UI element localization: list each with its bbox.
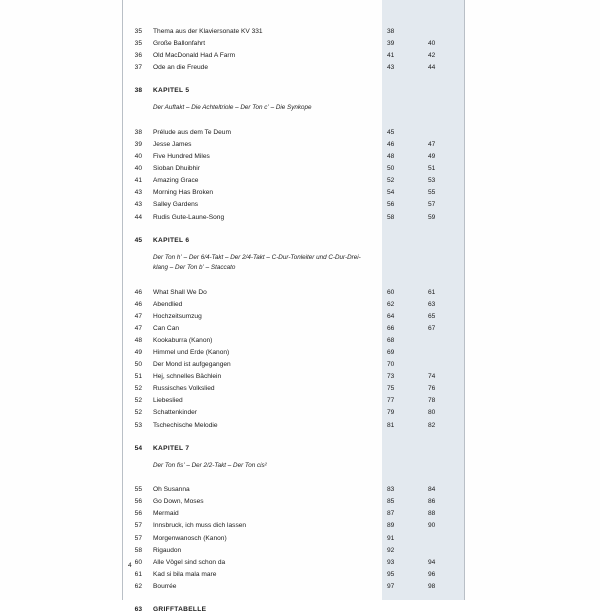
toc-chapter-row (122, 235, 464, 247)
chapter-title: KAPITEL 7 (153, 444, 190, 452)
entry-track-number-1: 81 (387, 421, 395, 429)
entry-track-number-2: 67 (428, 324, 436, 332)
entry-track-number-2: 47 (428, 140, 436, 148)
entry-track-number-2: 65 (428, 312, 436, 320)
entry-title: What Shall We Do (153, 288, 207, 296)
entry-page-number: 40 (134, 153, 142, 161)
entry-track-number-2: 59 (428, 213, 436, 221)
toc-entry-row (122, 359, 464, 371)
entry-track-number-2: 84 (428, 486, 436, 494)
entry-page-number: 36 (134, 52, 142, 60)
entry-track-number-1: 56 (387, 201, 395, 209)
entry-track-number-1: 54 (387, 189, 395, 197)
entry-title: Jesse James (153, 140, 192, 148)
entry-track-number-2: 44 (428, 64, 436, 72)
entry-track-number-2: 88 (428, 510, 436, 518)
entry-title: Ode an die Freude (153, 64, 208, 72)
toc-entry-row (122, 520, 464, 532)
chapter-description (122, 461, 464, 471)
entry-title: Rudis Gute-Laune-Song (153, 213, 225, 221)
entry-title: Morgenwanosch (Kanon) (153, 534, 227, 542)
toc-entry-row (122, 287, 464, 299)
entry-track-number-1: 38 (387, 28, 395, 35)
entry-track-number-1: 93 (387, 558, 395, 566)
toc-entry-row (122, 395, 464, 407)
entry-track-number-1: 50 (387, 165, 395, 173)
section-spacer (122, 593, 464, 604)
table-of-contents (122, 0, 464, 613)
entry-track-number-2: 80 (428, 409, 436, 417)
chapter-description (122, 253, 464, 274)
entry-page-number: 41 (134, 177, 142, 185)
toc-entry-row (122, 311, 464, 323)
toc-entry-row (122, 50, 464, 62)
toc-entry-row (122, 347, 464, 359)
entry-track-number-2: 86 (428, 498, 436, 506)
entry-page-number: 60 (134, 558, 142, 566)
entry-title: Rigaudon (153, 546, 182, 554)
entry-page-number: 37 (134, 64, 142, 72)
toc-entry-row (122, 557, 464, 569)
toc-entry-row (122, 508, 464, 520)
section-spacer (122, 274, 464, 287)
chapter-description-line: Der Ton hʼ – Der 6/4-Takt – Der 2/4-Takt – C-Dur-Tonleiter und C-Dur-Drei- (153, 253, 361, 261)
toc-entry-row (122, 496, 464, 508)
toc-entry-row (122, 299, 464, 311)
entry-track-number-2: 94 (428, 558, 436, 566)
entry-page-number: 52 (134, 397, 142, 405)
entry-track-number-1: 77 (387, 397, 395, 405)
right-margin-rule (464, 0, 465, 600)
chapter-description-line: Der Auftakt – Die Achteltriole – Der Ton cʼ – Die Synkope (153, 104, 312, 112)
entry-title: Can Can (153, 324, 180, 332)
entry-page-number: 35 (134, 40, 142, 48)
toc-entry-row (122, 407, 464, 419)
entry-title: Oh Susanna (153, 486, 190, 494)
entry-track-number-2: 74 (428, 373, 436, 381)
entry-track-number-2: 90 (428, 522, 436, 530)
entry-page-number: 47 (134, 324, 142, 332)
entry-track-number-1: 92 (387, 546, 395, 554)
entry-page-number: 51 (134, 373, 142, 381)
entry-title: Kookaburra (Kanon) (153, 336, 213, 344)
entry-page-number: 43 (134, 189, 142, 197)
toc-entry-row (122, 187, 464, 199)
entry-title: Tschechische Melodie (153, 421, 218, 429)
entry-track-number-1: 62 (387, 300, 395, 308)
toc-entry-row (122, 62, 464, 74)
chapter-page-number: 63 (134, 606, 142, 613)
entry-title: Go Down, Moses (153, 498, 204, 506)
entry-title: Mermaid (153, 510, 179, 518)
entry-page-number: 61 (134, 570, 142, 578)
toc-entry-row (122, 484, 464, 496)
entry-page-number: 48 (134, 336, 142, 344)
entry-track-number-2: 40 (428, 40, 436, 48)
entry-track-number-1: 46 (387, 140, 395, 148)
entry-track-number-2: 51 (428, 165, 436, 173)
entry-track-number-2: 61 (428, 288, 436, 296)
entry-track-number-1: 69 (387, 349, 395, 356)
entry-track-number-1: 58 (387, 213, 395, 221)
toc-entry-row (122, 139, 464, 151)
entry-track-number-2: 78 (428, 397, 436, 405)
entry-track-number-1: 64 (387, 312, 395, 320)
entry-page-number: 46 (134, 288, 142, 296)
toc-entry-row (122, 199, 464, 211)
toc-entry-row (122, 175, 464, 187)
section-spacer (122, 114, 464, 127)
toc-chapter-row (122, 604, 464, 616)
toc-entry-row (122, 163, 464, 175)
entry-title: Sioban Dhuibhir (153, 165, 200, 173)
entry-title: Liebeslied (153, 397, 183, 405)
entry-track-number-1: 91 (387, 534, 395, 542)
toc-entry-row (122, 26, 464, 38)
entry-title: Russisches Volkslied (153, 385, 215, 393)
section-spacer (122, 471, 464, 484)
entry-page-number: 47 (134, 312, 142, 320)
entry-track-number-1: 89 (387, 522, 395, 530)
entry-title: Himmel und Erde (Kanon) (153, 349, 230, 356)
entry-track-number-2: 98 (428, 582, 436, 590)
toc-entry-row (122, 127, 464, 139)
entry-page-number: 56 (134, 498, 142, 506)
entry-page-number: 62 (134, 582, 142, 590)
chapter-title: KAPITEL 6 (153, 236, 190, 244)
toc-entry-row (122, 545, 464, 557)
entry-track-number-1: 85 (387, 498, 395, 506)
chapter-page-number: 45 (134, 236, 142, 244)
entry-title: Prélude aus dem Te Deum (153, 128, 231, 136)
chapter-title: KAPITEL 5 (153, 87, 190, 95)
toc-entry-row (122, 581, 464, 593)
chapter-page-number: 54 (134, 444, 142, 452)
entry-page-number: 43 (134, 201, 142, 209)
entry-page-number: 50 (134, 361, 142, 369)
entry-page-number: 56 (134, 510, 142, 518)
entry-track-number-2: 76 (428, 385, 436, 393)
entry-title: Bourrée (153, 582, 177, 590)
entry-page-number: 49 (134, 349, 142, 356)
entry-page-number: 58 (134, 546, 142, 554)
section-spacer (122, 432, 464, 443)
entry-title: Innsbruck, ich muss dich lassen (153, 522, 247, 530)
entry-page-number: 57 (134, 522, 142, 530)
toc-entry-row (122, 323, 464, 335)
entry-track-number-1: 73 (387, 373, 395, 381)
chapter-title: GRIFFTABELLE (153, 606, 207, 613)
toc-entry-row (122, 335, 464, 347)
entry-track-number-1: 70 (387, 361, 395, 369)
entry-title: Old MacDonald Had A Farm (153, 52, 236, 60)
entry-title: Abendlied (153, 300, 183, 308)
entry-page-number: 38 (134, 128, 142, 136)
entry-page-number: 35 (134, 28, 142, 35)
section-spacer (122, 224, 464, 235)
entry-track-number-2: 96 (428, 570, 436, 578)
entry-track-number-1: 95 (387, 570, 395, 578)
chapter-description-line: klang – Der Ton bʼ – Staccato (153, 264, 236, 272)
entry-title: Große Ballonfahrt (153, 40, 206, 48)
entry-track-number-1: 48 (387, 153, 395, 161)
entry-page-number: 57 (134, 534, 142, 542)
toc-entry-row (122, 383, 464, 395)
entry-page-number: 44 (134, 213, 142, 221)
chapter-description (122, 103, 464, 113)
entry-track-number-1: 52 (387, 177, 395, 185)
entry-track-number-1: 41 (387, 52, 395, 60)
toc-entry-row (122, 420, 464, 432)
toc-entry-row (122, 371, 464, 383)
entry-track-number-1: 87 (387, 510, 395, 518)
toc-entry-row (122, 569, 464, 581)
chapter-description-line: Der Ton fisʼ – Der 2/2-Takt – Der Ton cis² (153, 461, 267, 469)
entry-page-number: 52 (134, 385, 142, 393)
entry-title: Der Mond ist aufgegangen (153, 361, 231, 369)
entry-track-number-1: 66 (387, 324, 395, 332)
entry-track-number-1: 68 (387, 336, 395, 344)
toc-entry-row (122, 212, 464, 224)
entry-page-number: 40 (134, 165, 142, 173)
entry-title: Thema aus der Klaviersonate KV 331 (153, 28, 263, 35)
entry-track-number-2: 53 (428, 177, 436, 185)
toc-entry-row (122, 151, 464, 163)
entry-track-number-2: 57 (428, 201, 436, 209)
toc-chapter-row (122, 443, 464, 455)
entry-track-number-1: 43 (387, 64, 395, 72)
entry-page-number: 39 (134, 140, 142, 148)
entry-title: Hej, schnelles Bächlein (153, 373, 222, 381)
entry-track-number-1: 39 (387, 40, 395, 48)
toc-entry-row (122, 533, 464, 545)
entry-track-number-1: 45 (387, 128, 395, 136)
entry-page-number: 55 (134, 486, 142, 494)
entry-track-number-2: 55 (428, 189, 436, 197)
toc-entry-row (122, 38, 464, 50)
entry-title: Hochzeitsumzug (153, 312, 202, 320)
chapter-page-number: 38 (134, 87, 142, 95)
entry-title: Five Hundred Miles (153, 153, 210, 161)
entry-title: Morning Has Broken (153, 189, 214, 197)
entry-title: Salley Gardens (153, 201, 199, 209)
entry-track-number-2: 49 (428, 153, 436, 161)
page-folio: 4 (128, 562, 132, 569)
entry-page-number: 46 (134, 300, 142, 308)
toc-chapter-row (122, 85, 464, 97)
entry-track-number-1: 97 (387, 582, 395, 590)
entry-title: Schattenkinder (153, 409, 197, 417)
entry-title: Kad si bila mala mare (153, 570, 217, 578)
section-spacer (122, 74, 464, 85)
entry-track-number-1: 83 (387, 486, 395, 494)
entry-page-number: 52 (134, 409, 142, 417)
entry-title: Amazing Grace (153, 177, 199, 185)
entry-track-number-1: 75 (387, 385, 395, 393)
entry-track-number-1: 60 (387, 288, 395, 296)
entry-track-number-2: 42 (428, 52, 436, 60)
entry-track-number-2: 82 (428, 421, 436, 429)
entry-title: Alle Vögel sind schon da (153, 558, 226, 566)
entry-track-number-1: 79 (387, 409, 395, 417)
entry-page-number: 53 (134, 421, 142, 429)
entry-track-number-2: 63 (428, 300, 436, 308)
